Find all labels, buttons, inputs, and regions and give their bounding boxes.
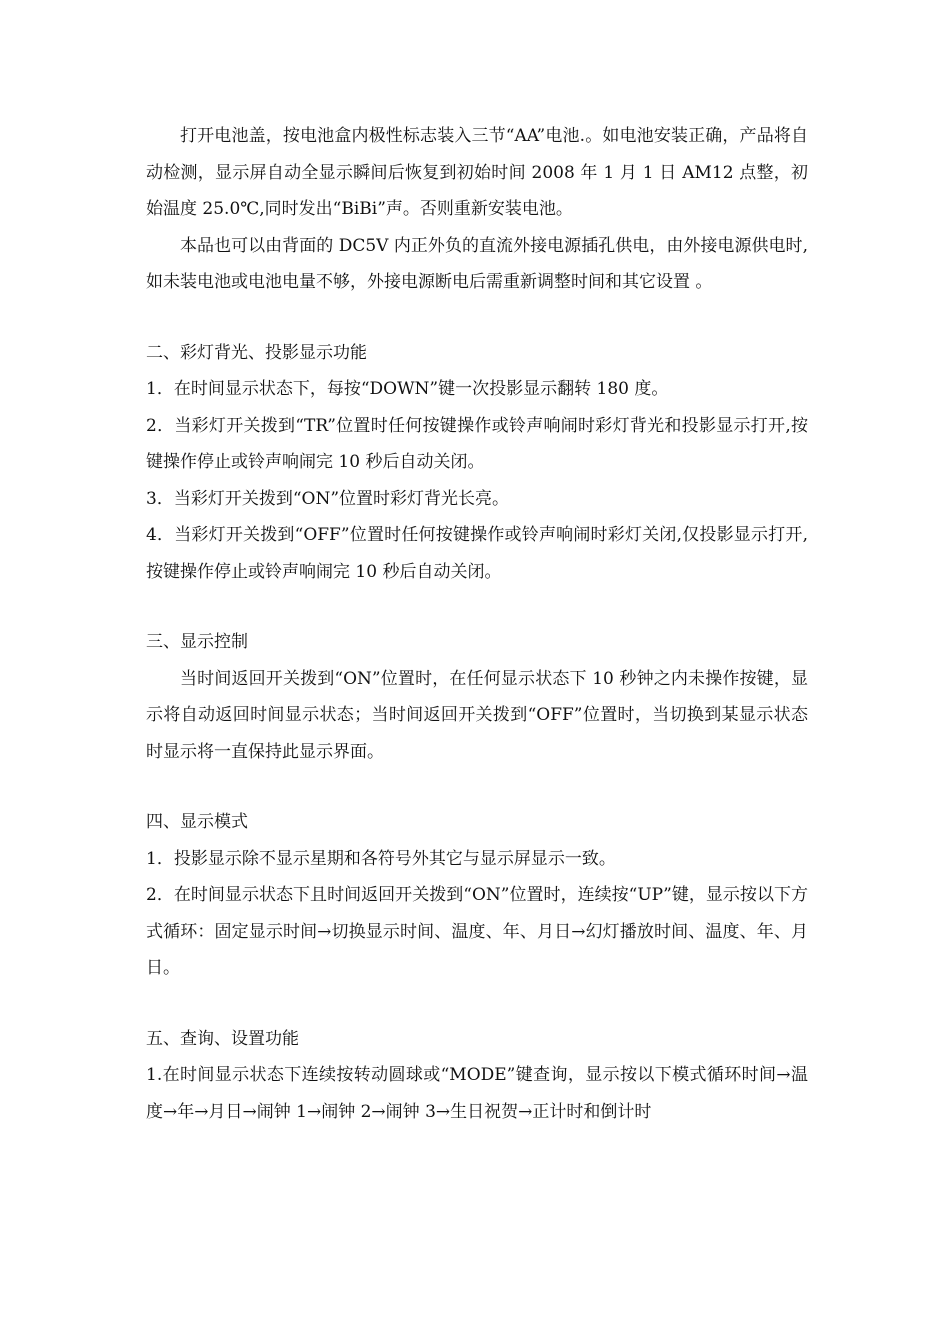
- intro-paragraph-battery: 打开电池盖，按电池盒内极性标志装入三节“AA”电池.。如电池安装正确，产品将自动检测，显示屏自动全显示瞬间后恢复到初始时间 2008 年 1 月 1 日 AM12 点整，初始温度 25.0℃,同时发出“BiBi”声。否则重新安装电池。: [146, 126, 808, 219]
- spacer: [146, 590, 808, 624]
- list-item: 1.在时间显示状态下连续按转动圆球或“MODE”键查询，显示按以下模式循环时间→温度→年→月日→闹钟 1→闹钟 2→闹钟 3→生日祝贺→正计时和倒计时: [146, 1065, 808, 1122]
- section-heading-display-mode: 四、显示模式: [146, 812, 248, 832]
- spacer: [146, 301, 808, 335]
- spacer: [146, 987, 808, 1021]
- intro-paragraph-power: 本品也可以由背面的 DC5V 内正外负的直流外接电源插孔供电，由外接电源供电时,如未装电池或电池电量不够，外接电源断电后需重新调整时间和其它设置 。: [146, 235, 808, 292]
- section-heading-backlight: 二、彩灯背光、投影显示功能: [146, 342, 367, 363]
- section-heading-query-settings: 五、查询、设置功能: [146, 1028, 299, 1049]
- spacer: [146, 770, 808, 804]
- list-item: 2．当彩灯开关拨到“TR”位置时任何按键操作或铃声响闹时彩灯背光和投影显示打开,按键操作停止或铃声响闹完 10 秒后自动关闭。: [146, 415, 808, 472]
- list-item: 4．当彩灯开关拨到“OFF”位置时任何按键操作或铃声响闹时彩灯关闭,仅投影显示打开,按键操作停止或铃声响闹完 10 秒后自动关闭。: [146, 525, 808, 582]
- document-page: [146, 118, 808, 1130]
- list-item: 3．当彩灯开关拨到“ON”位置时彩灯背光长亮。: [146, 488, 510, 509]
- list-item: 1．在时间显示状态下，每按“DOWN”键一次投影显示翻转 180 度。: [146, 379, 669, 399]
- section-heading-display-control: 三、显示控制: [146, 632, 248, 652]
- display-control-paragraph: 当时间返回开关拨到“ON”位置时，在任何显示状态下 10 秒钟之内未操作按键，显示将自动返回时间显示状态；当时间返回开关拨到“OFF”位置时，当切换到某显示状态时显示将一直保持此显示界面。: [146, 668, 808, 762]
- list-item: 1．投影显示除不显示星期和各符号外其它与显示屏显示一致。: [146, 848, 616, 869]
- list-item: 2．在时间显示状态下且时间返回开关拨到“ON”位置时，连续按“UP”键，显示按以下方式循环：固定显示时间→切换显示时间、温度、年、月日→幻灯播放时间、温度、年、月日。: [146, 885, 808, 978]
